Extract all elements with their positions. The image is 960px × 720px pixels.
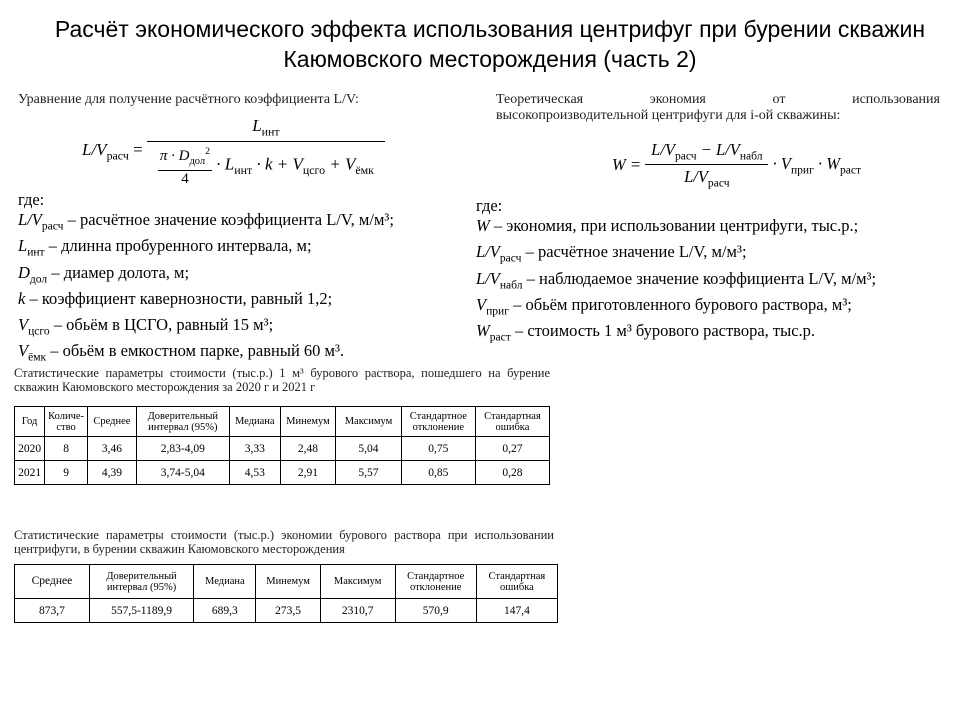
lv-fraction <box>147 116 385 187</box>
table-cell: 5,04 <box>336 437 402 461</box>
left-definitions <box>18 190 394 368</box>
col-header: Минемум <box>256 565 320 599</box>
def-text: – стоимость 1 м³ бурового раствора, тыс.р. <box>510 321 816 341</box>
def-text: – расчётное значение L/V, м/м³; <box>521 242 747 262</box>
den-term-1-sub: инт <box>234 163 253 178</box>
right-formula-intro <box>496 92 940 124</box>
def-symbol: L/V <box>18 210 42 229</box>
def-text: – наблюдаемое значение коэффициента L/V, м/м³; <box>522 268 877 288</box>
w-formula-lhs: W = <box>612 154 642 174</box>
w-num-a-sub: расч <box>674 150 697 163</box>
def-symbol-sub: приг <box>486 305 509 318</box>
frac-numerator-sub: инт <box>261 124 280 139</box>
table-cell: 5,57 <box>336 461 402 485</box>
def-symbol: L/V <box>476 268 500 288</box>
table-cell: 273,5 <box>256 599 320 623</box>
col-header: Максимум <box>336 407 402 437</box>
def-symbol: L <box>18 236 28 256</box>
def-symbol-sub: инт <box>27 246 45 259</box>
w-formula <box>612 140 861 190</box>
def-symbol: W <box>476 216 490 235</box>
w-num-a: L/V <box>651 140 675 159</box>
table-cell: 2,83-4,09 <box>136 437 229 461</box>
col-header: Год <box>15 407 45 437</box>
w-tail-1-sub: приг <box>790 163 814 176</box>
table-row <box>15 461 550 485</box>
table-cell: 3,46 <box>87 437 136 461</box>
w-tail-2: · W <box>817 153 840 173</box>
col-header: Стандартная ошибка <box>475 407 549 437</box>
table-cell: 2,91 <box>280 461 335 485</box>
right-def-row <box>476 321 876 347</box>
table-cell: 0,28 <box>475 461 549 485</box>
w-den-sub: расч <box>707 177 730 190</box>
left-where-label: где: <box>18 190 45 209</box>
def-text: – коэффициент кавернозности, равный 1,2; <box>25 288 333 308</box>
pi-d-fraction <box>158 144 212 187</box>
table-cell: 557,5-1189,9 <box>89 599 193 623</box>
col-header: Доверительный интервал (95%) <box>136 407 229 437</box>
col-header: Стандартное отклонение <box>401 407 475 437</box>
lv-formula: $L/V_{расч}$ = $L_{инт}$ $\frac{\pi \cdot D_{дол}^2}{4}$ · $L_{инт} \cdot k + V_{цсго} + V_{ёмк}$ <box>82 116 385 187</box>
table-cell: 9 <box>45 461 88 485</box>
col-header: Среднее <box>87 407 136 437</box>
den-term-1: · L <box>216 154 235 174</box>
col-header: Минемум <box>280 407 335 437</box>
d-sup: 2 <box>205 146 211 158</box>
right-def-row <box>476 242 876 268</box>
right-def-row <box>476 216 876 242</box>
right-def-row <box>476 269 876 295</box>
col-header: Стандартное отклонение <box>395 565 476 599</box>
left-def-row <box>18 341 394 367</box>
def-symbol: D <box>18 262 30 282</box>
formula-lhs: L/V <box>82 140 107 159</box>
w-den: L/V <box>684 167 708 187</box>
col-header: Количе-ство <box>45 407 88 437</box>
table-cell: 4,39 <box>87 461 136 485</box>
left-def-row <box>18 236 394 262</box>
w-tail-1: · V <box>772 153 791 173</box>
table-cell: 0,27 <box>475 437 549 461</box>
left-def-row <box>18 315 394 341</box>
def-symbol: k <box>18 288 26 308</box>
right-intro-line-1: Теоретическая экономия от использования <box>496 92 940 107</box>
def-text: – обьём в емкостном парке, равный 60 м³. <box>46 341 345 361</box>
def-symbol: V <box>18 315 29 335</box>
def-text: – обьём в ЦСГО, равный 15 м³; <box>49 315 274 335</box>
savings-stats-table <box>14 564 558 623</box>
def-symbol-sub: цсго <box>28 325 50 338</box>
table-cell: 570,9 <box>395 599 476 623</box>
col-header: Стандартная ошибка <box>476 565 557 599</box>
w-fraction <box>645 140 768 190</box>
def-text: – расчётное значение коэффициента L/V, м/м³; <box>63 210 394 229</box>
table-header-row <box>15 565 558 599</box>
table-cell: 2,48 <box>280 437 335 461</box>
def-text: – длинна пробуренного интервала, м; <box>44 236 312 256</box>
col-header: Медиана <box>229 407 280 437</box>
right-definitions <box>476 196 876 347</box>
def-symbol-sub: дол <box>29 272 48 285</box>
def-symbol-sub: ёмк <box>28 351 47 364</box>
w-num-b-sub: набл <box>739 150 763 163</box>
table-cell: 873,7 <box>15 599 90 623</box>
left-formula-intro: Уравнение для получение расчётного коэффициента L/V: <box>18 92 359 107</box>
den-term-3-sub: ёмк <box>355 163 374 178</box>
table-cell: 0,85 <box>401 461 475 485</box>
def-text: – диамер долота, м; <box>47 262 190 282</box>
table-header-row <box>15 407 550 437</box>
right-intro-line-2: высокопроизводительной центрифуги для i-ой скважины: <box>496 108 841 123</box>
table-cell: 3,33 <box>229 437 280 461</box>
def-symbol: V <box>476 294 487 314</box>
left-def-row <box>18 289 394 315</box>
def-text: – экономия, при использовании центрифуги, тыс.р.; <box>489 216 859 235</box>
w-tail-2-sub: раст <box>839 163 862 176</box>
table-cell: 4,53 <box>229 461 280 485</box>
d-sub: дол <box>189 156 206 168</box>
pi-d-text: π · D <box>159 148 190 165</box>
col-header: Максимум <box>320 565 395 599</box>
den-term-3: + V <box>329 154 356 174</box>
table-row <box>15 437 550 461</box>
table-cell: 8 <box>45 437 88 461</box>
table2-caption: Статистические параметры стоимости (тыс.р.) экономии бурового раствора при использовании центрифуги, в бурении скважин Каюмовского месторождения <box>14 528 554 556</box>
w-num-b: − L/V <box>696 140 740 159</box>
table-cell: 3,74-5,04 <box>136 461 229 485</box>
table-cell: 689,3 <box>194 599 256 623</box>
right-where-label: где: <box>476 196 503 215</box>
table1-caption: Статистические параметры стоимости (тыс.р.) 1 м³ бурового раствора, пошедшего на бурение скважин Каюмовского месторождения за 2020 г и 2021 г <box>14 366 550 394</box>
table-row <box>15 599 558 623</box>
left-def-row <box>18 263 394 289</box>
cost-stats-table <box>14 406 550 485</box>
def-symbol-sub: раст <box>489 331 511 344</box>
col-header: Медиана <box>194 565 256 599</box>
left-def-row <box>18 210 394 236</box>
table-cell: 0,75 <box>401 437 475 461</box>
def-symbol: V <box>18 341 29 361</box>
table-cell: 2021 <box>15 461 45 485</box>
table-cell: 2310,7 <box>320 599 395 623</box>
def-symbol-sub: набл <box>499 278 523 291</box>
table-cell: 2020 <box>15 437 45 461</box>
slide-title: Расчёт экономического эффекта использования центрифуг при бурении скважин Каюмовского месторождения (часть 2) <box>54 16 926 72</box>
den-term-2: · k + V <box>256 154 303 174</box>
table-cell: 147,4 <box>476 599 557 623</box>
def-symbol: W <box>476 321 490 341</box>
def-symbol-sub: расч <box>41 220 64 233</box>
formula-lhs-sub: расч <box>106 148 129 163</box>
den-term-2-sub: цсго <box>302 163 326 178</box>
den-four: 4 <box>181 171 189 188</box>
def-symbol-sub: расч <box>499 252 522 265</box>
col-header: Доверительный интервал (95%) <box>89 565 193 599</box>
frac-numerator: L <box>252 116 262 135</box>
def-text: – обьём приготовленного бурового раствора, м³; <box>508 294 852 314</box>
right-def-row <box>476 295 876 321</box>
def-symbol: L/V <box>476 242 500 262</box>
col-header: Среднее <box>15 565 90 599</box>
